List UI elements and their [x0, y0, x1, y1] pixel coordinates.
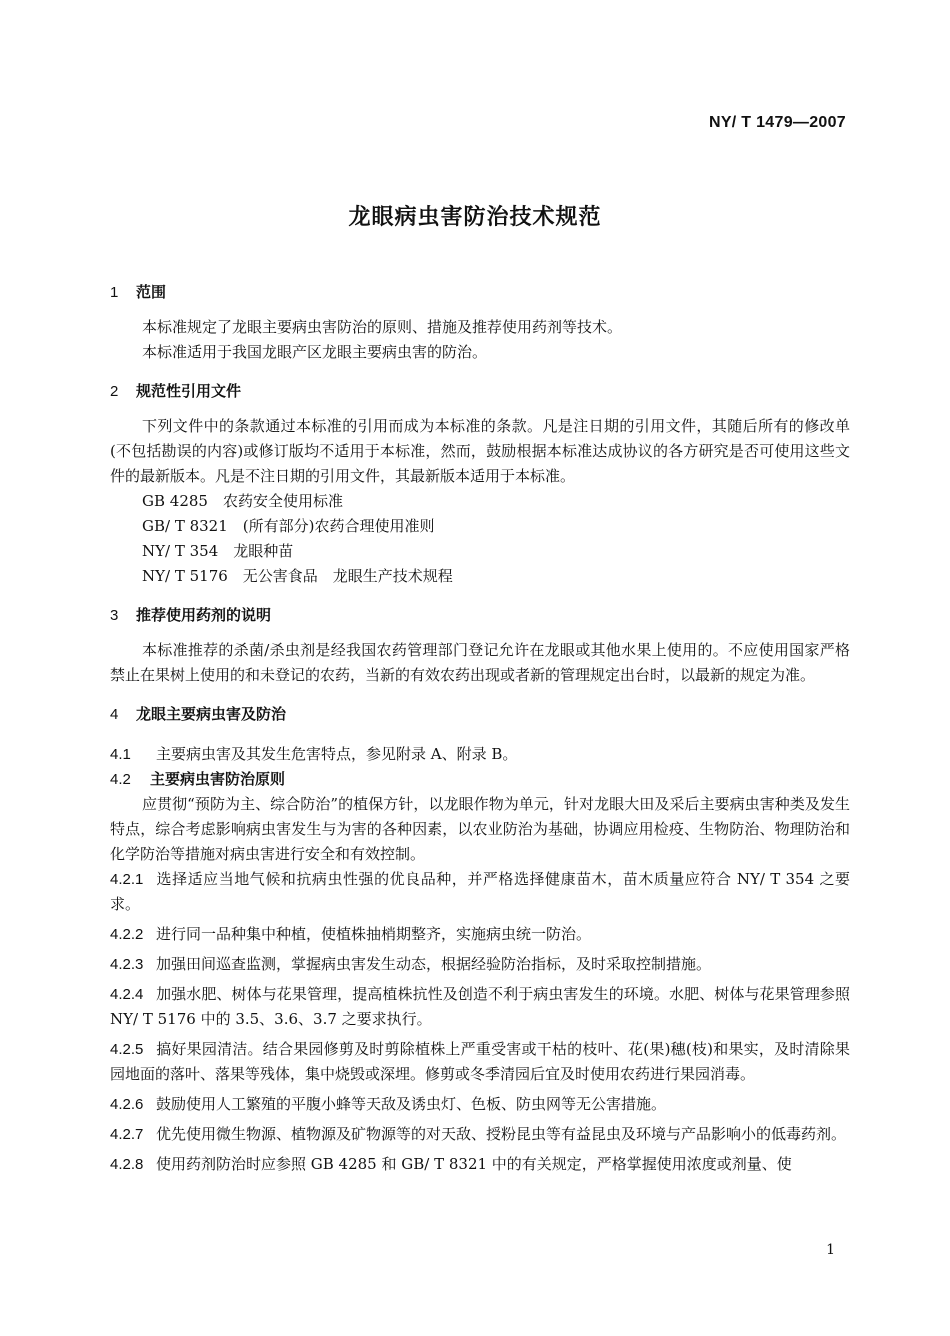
section-heading-1: 1 范围 [110, 283, 167, 301]
section-heading-3: 3 推荐使用药剂的说明 [110, 606, 272, 624]
page-number: 1 [826, 1242, 835, 1258]
paragraph: 本标准适用于我国龙眼产区龙眼主要病虫害的防治。 [142, 343, 488, 361]
paragraph: 下列文件中的条款通过本标准的引用而成为本标准的条款。凡是注日期的引用文件，其随后所有的修改单(不包括勘误的内容)或修订版均不适用于本标准，然而，鼓励根据本标准达成协议的各方研究是否可使用这些文件的最新版本。凡是不注日期的引用文件，其最新版本适用于本标准。 [110, 417, 850, 485]
section-heading-2: 2 规范性引用文件 [110, 382, 242, 400]
clause-item: 4.2.1 选择适应当地气候和抗病虫性强的优良品种，并严格选择健康苗木，苗木质量应符合 NY/ T 354 之要求。 [110, 870, 850, 913]
reference-item: NY/ T 354 龙眼种苗 [142, 542, 294, 560]
paragraph: 本标准规定了龙眼主要病虫害防治的原则、措施及推荐使用药剂等技术。 [142, 318, 623, 336]
reference-item: NY/ T 5176 无公害食品 龙眼生产技术规程 [142, 567, 453, 585]
clause-item: 4.2.7 优先使用微生物源、植物源及矿物源等的对天敌、授粉昆虫等有益昆虫及环境与产品影响小的低毒药剂。 [110, 1125, 847, 1143]
clause-item: 4.2.6 鼓励使用人工繁殖的平腹小蜂等天敌及诱虫灯、色板、防虫网等无公害措施。 [110, 1095, 667, 1113]
clause-4-1: 4.1 主要病虫害及其发生危害特点，参见附录 A、附录 B。 [110, 745, 518, 763]
clause-item: 4.2.3 加强田间巡查监测，掌握病虫害发生动态，根据经验防治指标，及时采取控制措施。 [110, 955, 712, 973]
reference-item: GB 4285 农药安全使用标准 [142, 492, 343, 510]
clause-item: 4.2.2 进行同一品种集中种植，使植株抽梢期整齐，实施病虫统一防治。 [110, 925, 592, 943]
paragraph: 应贯彻“预防为主、综合防治”的植保方针，以龙眼作物为单元，针对龙眼大田及采后主要病虫害种类及发生特点，综合考虑影响病虫害发生与为害的各种因素，以农业防治为基础，协调应用检疫、生物防治、物理防治和化学防治等措施对病虫害进行安全和有效控制。 [110, 795, 850, 863]
standard-code: NY/ T 1479—2007 [708, 114, 846, 131]
clause-item: 4.2.8 使用药剂防治时应参照 GB 4285 和 GB/ T 8321 中的有关规定，严格掌握使用浓度或剂量、使 [110, 1155, 792, 1173]
section-heading-4: 4 龙眼主要病虫害及防治 [110, 705, 287, 723]
document-body [110, 274, 850, 1177]
document-title: 龙眼病虫害防治技术规范 [348, 205, 602, 230]
paragraph: 本标准推荐的杀菌/杀虫剂是经我国农药管理部门登记允许在龙眼或其他水果上使用的。不应使用国家严格禁止在果树上使用的和未登记的农药，当新的有效农药出现或者新的管理规定出台时，以最新的规定为准。 [110, 641, 850, 684]
reference-item: GB/ T 8321 (所有部分)农药合理使用准则 [142, 517, 435, 535]
clause-4-2-heading: 4.2 主要病虫害防治原则 [110, 770, 286, 788]
clause-item: 4.2.5 搞好果园清洁。结合果园修剪及时剪除植株上严重受害或干枯的枝叶、花(果)穗(枝)和果实，及时清除果园地面的落叶、落果等残体，集中烧毁或深埋。修剪或冬季清园后宜及时使用农药进行果园消毒。 [110, 1040, 850, 1083]
clause-item: 4.2.4 加强水肥、树体与花果管理，提高植株抗性及创造不利于病虫害发生的环境。水肥、树体与花果管理参照 NY/ T 5176 中的 3.5、3.6、3.7 之要求执行。 [110, 985, 850, 1028]
